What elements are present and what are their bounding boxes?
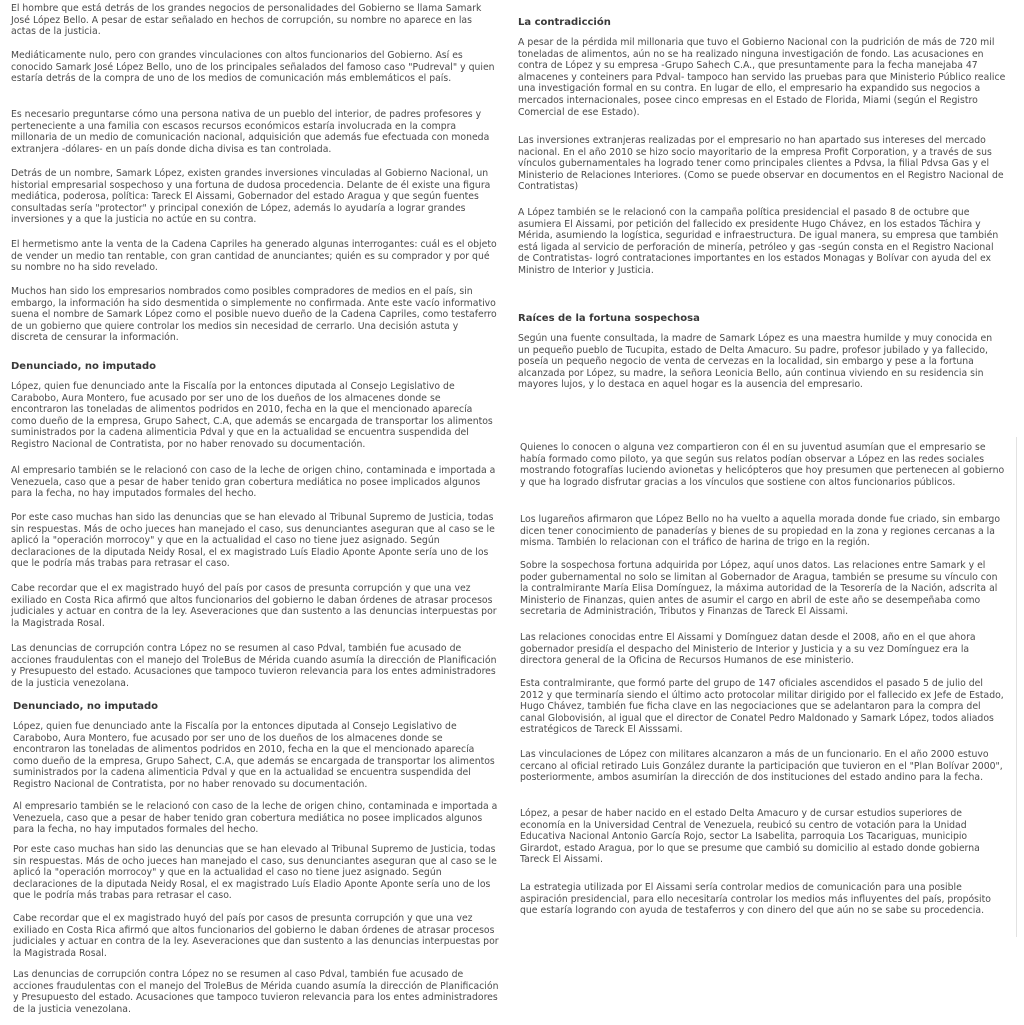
- left-intro-paragraph: Es necesario preguntarse cómo una persona nativa de un pueblo del interior, de padres profesores y perteneciente a una familia con escasos recursos económicos estaría involucrada en la compra millonaria de un medio de comunicación nacional, adquisición que además fue efectuada con moneda extranjera -dólares- en un país donde dicha divisa es tan controlada.: [11, 109, 490, 155]
- section-heading: Denunciado, no imputado: [13, 701, 159, 712]
- section-paragraph: Las inversiones extranjeras realizadas por el empresario no han apartado sus intereses del mercado nacional. En el año 2010 se hizo socio mayoritario de la empresa Profit Corporation, y a través de sus vínculos gubernamentales ha logrado tener como principales clientes a Pdvsa, la filial Pdvsa Gas y el Ministerio de Relaciones Interiores. (Como se puede observar en documentos en el Registro Nacional de Contratistas): [518, 135, 1004, 193]
- section-paragraph: Quienes lo conocen o alguna vez compartieron con él en su juventud asumían que el empresario se había formado como piloto, ya que según sus relatos podían observar a López en las redes sociales mostrando fotografías luciendo avionetas y helicópteros que hoy presumen que pertenecen al gobierno y que ha logrado disfrutar gracias a los vínculos que sostiene con altos funcionarios públicos.: [520, 442, 1005, 488]
- section-paragraph: López, a pesar de haber nacido en el estado Delta Amacuro y de cursar estudios superiores de economía en la Universidad Central de Venezuela, reubicó su centro de votación para la Unidad Educativa Nacional Antonio García Rojo, sector La Isabelita, parroquia Los Tacariguas, municipio Girardot, estado Aragua, por lo que se presume que cambió su domicilio al estado donde gobierna Tareck El Aissami.: [520, 808, 980, 866]
- section-paragraph: Los lugareños afirmaron que López Bello no ha vuelto a aquella morada donde fue criado, sin embargo dicen tener conocimiento de panaderías y bienes de su propiedad en la zona y regiones cercanas a la misma. También lo relacionan con el tráfico de harina de trigo en la región.: [520, 514, 1001, 549]
- section-paragraph: López, quien fue denunciado ante la Fiscalía por la entonces diputada al Consejo Legislativo de Carabobo, Aura Montero, fue acusado por ser uno de los dueños de los almacenes donde se encontraron las toneladas de alimentos podridos en 2010, fecha en la que el mencionado aparecía como dueño de la empresa, Grupo Sahect, C.A, que además se encargada de transportar los alimentos suministrados por la cadena alimenticia Pdval y que en la actualidad se encuentra suspendida del Registro Nacional de Contratista, por no haber renovado su documentación.: [11, 381, 493, 450]
- section-paragraph: Al empresario también se le relacionó con caso de la leche de origen chino, contaminada e importada a Venezuela, caso que a pesar de haber tenido gran cobertura mediática no posee implicados algunos para la fecha, no hay imputados formales del hecho.: [13, 801, 498, 836]
- section-paragraph: Esta contralmirante, que formó parte del grupo de 147 oficiales ascendidos el pasado 5 de julio del 2012 y que terminaría siendo el último acto protocolar militar dirigido por el fallecido ex Jefe de Estado, Hugo Chávez, también fue ficha clave en las negociaciones que se adelantaron para la compra del canal Globovisión, al igual que el director de Conatel Pedro Maldonado y Samark López, todos aliados estratégicos de Tareck El Aisssami.: [520, 678, 1004, 736]
- section-paragraph: Por este caso muchas han sido las denuncias que se han elevado al Tribunal Supremo de Justicia, todas sin respuestas. Más de ocho jueces han manejado el caso, sus denunciantes aseguran que al caso se le aplicó la "operación morrocoy" y que en la actualidad el caso no tiene juez asignado. Según declaraciones de la diputada Neidy Rosal, el ex magistrado Luís Eladio Aponte Aponte sería uno de los que le podría más trabas para retrasar el caso.: [11, 512, 495, 570]
- section-paragraph: Por este caso muchas han sido las denuncias que se han elevado al Tribunal Supremo de Justicia, todas sin respuestas. Más de ocho jueces han manejado el caso, sus denunciantes aseguran que al caso se le aplicó la "operación morrocoy" y que en la actualidad el caso no tiene juez asignado. Según declaraciones de la diputada Neidy Rosal, el ex magistrado Luís Eladio Aponte Aponte sería uno de los que le podría más trabas para retrasar el caso.: [13, 844, 497, 902]
- section-paragraph: Según una fuente consultada, la madre de Samark López es una maestra humilde y muy conocida en un pequeño pueblo de Tucupita, estado de Delta Amacuro. Su padre, profesor jubilado y ya fallecido, poseía un pequeño negocio de venta de cervezas en la localidad, sin embargo y pese a la fortuna alcanzada por López, su madre, la señora Leonicia Bello, aún continua viviendo en su residencia sin mayores lujos, y lo destaca en aquel hogar es la ausencia del empresario.: [518, 333, 993, 391]
- section-heading: La contradicción: [518, 17, 611, 28]
- section-paragraph: A López también se le relacionó con la campaña política presidencial el pasado 8 de octubre que asumiera El Aissami, por petición del fallecido ex presidente Hugo Chávez, en los estados Táchira y Mérida, asumiendo la logística, seguridad e infraestructura. De igual manera, su empresa que también está ligada al servicio de perforación de minería, petróleo y gas -según consta en el Registro Nacional de Contratistas- logró contrataciones importantes en los estados Monagas y Bolívar con ayuda del ex Ministro de Interior y Justicia.: [518, 207, 999, 276]
- section-paragraph: Las vinculaciones de López con militares alcanzaron a más de un funcionario. En el año 2000 estuvo cercano al oficial retirado Luis González durante la participación que tuvieron en el "Plan Bolívar 2000", posteriormente, ambos asumirían la dirección de dos instituciones del estado andino para la fecha.: [520, 749, 1003, 784]
- left-intro-paragraph: El hermetismo ante la venta de la Cadena Capriles ha generado algunas interrogantes: cuál es el objeto de vender un medio tan rentable, con gran cantidad de anunciantes; quién es su comprador y por qué su nombre no ha sido revelado.: [11, 239, 497, 274]
- section-paragraph: Las denuncias de corrupción contra López no se resumen al caso Pdval, también fue acusado de acciones fraudulentas con el manejo del TroleBus de Mérida cuando asumía la dirección de Planificación y Presupuesto del estado. Acusaciones que tampoco tuvieron relevancia para los entes administradores de la justicia venezolana.: [11, 643, 497, 689]
- left-intro-paragraph: Detrás de un nombre, Samark López, existen grandes inversiones vinculadas al Gobierno Nacional, un historial empresarial sospechoso y una fortuna de dudosa procedencia. Delante de él existe una figura mediática, poderosa, política: Tareck El Aissami, Gobernador del estado Aragua y que según fuentes consultadas sería "protector" y principal conexión de López, además lo ayudaría a lograr grandes inversiones y a que la justicia no actúe en su contra.: [11, 168, 491, 226]
- section-paragraph: Al empresario también se le relacionó con caso de la leche de origen chino, contaminada e importada a Venezuela, caso que a pesar de haber tenido gran cobertura mediática no posee implicados algunos para la fecha, no hay imputados formales del hecho.: [11, 465, 496, 500]
- section-heading: Raíces de la fortuna sospechosa: [518, 313, 700, 324]
- section-paragraph: López, quien fue denunciado ante la Fiscalía por la entonces diputada al Consejo Legislativo de Carabobo, Aura Montero, fue acusado por ser uno de los dueños de los almacenes donde se encontraron las toneladas de alimentos podridos en 2010, fecha en la que el mencionado aparecía como dueño de la empresa, Grupo Sahect, C.A, que además se encargada de transportar los alimentos suministrados por la cadena alimenticia Pdval y que en la actualidad se encuentra suspendida del Registro Nacional de Contratista, por no haber renovado su documentación.: [13, 721, 495, 790]
- left-intro-paragraph: Muchos han sido los empresarios nombrados como posibles compradores de medios en el país, sin embargo, la información ha sido desmentida o simplemente no confirmada. Ante este vacío informativo suena el nombre de Samark López como el posible nuevo dueño de la Cadena Capriles, como testaferro de un gobierno que quiere controlar los medios sin necesidad de cerrarlo. Una decisión astuta y discreta de censurar la información.: [11, 286, 497, 344]
- section-paragraph: Sobre la sospechosa fortuna adquirida por López, aquí unos datos. Las relaciones entre Samark y el poder gubernamental no solo se limitan al Gobernador de Aragua, también se presume su vínculo con la contralmirante María Elisa Domínguez, la máxima autoridad de la Tesorería de la Nación, adscrita al Ministerio de Finanzas, quien antes de asumir el cargo en abril de este año se desempeñaba como secretaria de Administración, Tributos y Finanzas de Tareck El Aissami.: [520, 560, 998, 618]
- section-paragraph: La estrategia utilizada por El Aissami sería controlar medios de comunicación para una posible aspiración presidencial, para ello necesitaría controlar los medios más influyentes del país, propósito que estaría logrando con ayuda de testaferros y con dinero del que aún no se sabe su procedencia.: [520, 882, 991, 917]
- left-intro-paragraph: El hombre que está detrás de los grandes negocios de personalidades del Gobierno se llama Samark José López Bello. A pesar de estar señalado en hechos de corrupción, su nombre no aparece en las actas de la justicia.: [11, 3, 482, 38]
- section-paragraph: Cabe recordar que el ex magistrado huyó del país por casos de presunta corrupción y que una vez exiliado en Costa Rica afirmó que altos funcionarios del gobierno le daban órdenes de atrasar procesos judiciales y actuar en contra de la ley. Aseveraciones que dan sustento a las denuncias interpuestas por la Magistrada Rosal.: [13, 913, 499, 959]
- section-heading: Denunciado, no imputado: [11, 361, 157, 372]
- left-intro-paragraph: Mediáticamente nulo, pero con grandes vinculaciones con altos funcionarios del Gobierno. Así es conocido Samark José López Bello, uno de los principales señalados del famoso caso "Pudreval" y quien estaría detrás de la compra de uno de los medios de comunicación más emblemáticos el país.: [11, 50, 495, 85]
- section-paragraph: A pesar de la pérdida mil millonaria que tuvo el Gobierno Nacional con la pudrición de más de 720 mil toneladas de alimentos, aún no se ha realizado ninguna investigación de fondo. Las acusaciones en contra de López y su empresa -Grupo Sahech C.A., que presuntamente para la fecha manejaba 47 almacenes y conteiners para Pdval- tampoco han servido las pruebas para que Ministerio Público realice una investigación formal en su contra. En lugar de ello, el empresario ha expandido sus negocios a mercados internacionales, posee cinco empresas en el Estado de Florida, Miami (según el Registro Comercial de ese Estado).: [518, 37, 1006, 118]
- section-paragraph: Cabe recordar que el ex magistrado huyó del país por casos de presunta corrupción y que una vez exiliado en Costa Rica afirmó que altos funcionarios del gobierno le daban órdenes de atrasar procesos judiciales y actuar en contra de la ley. Aseveraciones que dan sustento a las denuncias interpuestas por la Magistrada Rosal.: [11, 583, 497, 629]
- panel-divider: [1016, 437, 1017, 937]
- section-paragraph: Las relaciones conocidas entre El Aissami y Domínguez datan desde el 2008, año en el que ahora gobernador presidía el despacho del Ministerio de Interior y Justicia y a su vez Domínguez era la directora general de la Oficina de Recursos Humanos de ese ministerio.: [520, 632, 976, 667]
- section-paragraph: Las denuncias de corrupción contra López no se resumen al caso Pdval, también fue acusado de acciones fraudulentas con el manejo del TroleBus de Mérida cuando asumía la dirección de Planificación y Presupuesto del estado. Acusaciones que tampoco tuvieron relevancia para los entes administradores de la justicia venezolana.: [13, 969, 499, 1015]
